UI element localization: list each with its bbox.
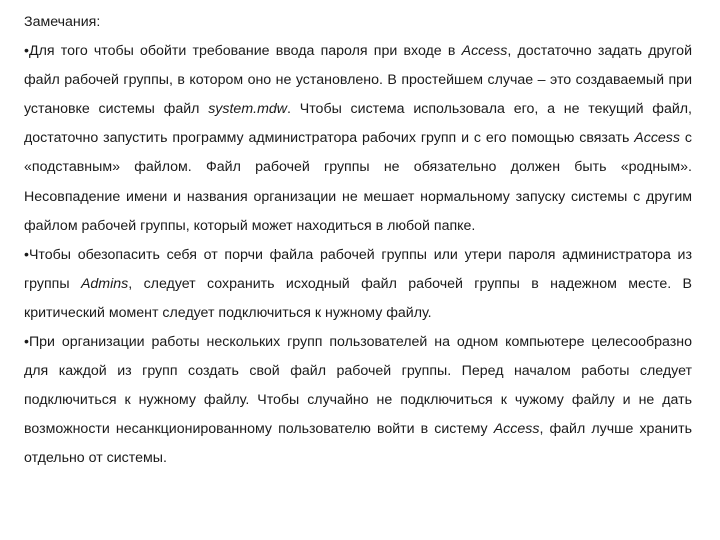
text-segment: , файл лучше хранить отдельно от системы. [24,421,692,467]
notes-heading: Замечания: [24,14,101,30]
bullet: • [24,43,29,60]
text-segment: с «подставным» файлом. Файл рабочей группы не обязательно должен быть «родным». Несовпадение имени и названия организации не мешает нормальному запуску системы с другим файлом рабочей группы, который может находиться в любой папке. [24,130,692,234]
italic-term: Access [634,130,680,147]
text-segment: . Чтобы система использовала его, а не текущий файл, достаточно запустить программу администратора рабочих групп и с его помощью связать [24,101,692,147]
bullet: • [24,334,29,351]
text-segment: , достаточно задать другой файл рабочей группы, в котором оно не установлено. В простейшем случае – это создаваемый при установке системы файл [24,43,692,118]
note-paragraph-1 [24,37,692,241]
italic-term: Access [461,43,508,60]
note-paragraph-3 [24,328,692,473]
italic-term: Admins [80,275,129,292]
text-segment: При организации работы нескольких групп пользователей на одном компьютере целесообразно для каждой из групп создать свой файл рабочей группы. Перед началом работы следует подключиться к нужному файлу. Чтобы случайно не подключиться к чужому файлу и не дать возможности несанкционированному пользователю войти в систему [24,334,692,438]
italic-term: system.mdw [208,101,288,118]
italic-term: Access [493,421,540,438]
note-paragraph-2 [24,241,692,328]
document-page [24,8,692,474]
bullet: • [24,246,29,263]
text-segment: , следует сохранить исходный файл рабочей группы в надежном месте. В критический момент следует подключиться к нужному файлу. [24,275,692,321]
text-segment: Для того чтобы обойти требование ввода пароля при входе в [28,43,462,60]
text-segment: Чтобы обезопасить себя от порчи файла рабочей группы или утери пароля администратора из группы [24,246,692,292]
